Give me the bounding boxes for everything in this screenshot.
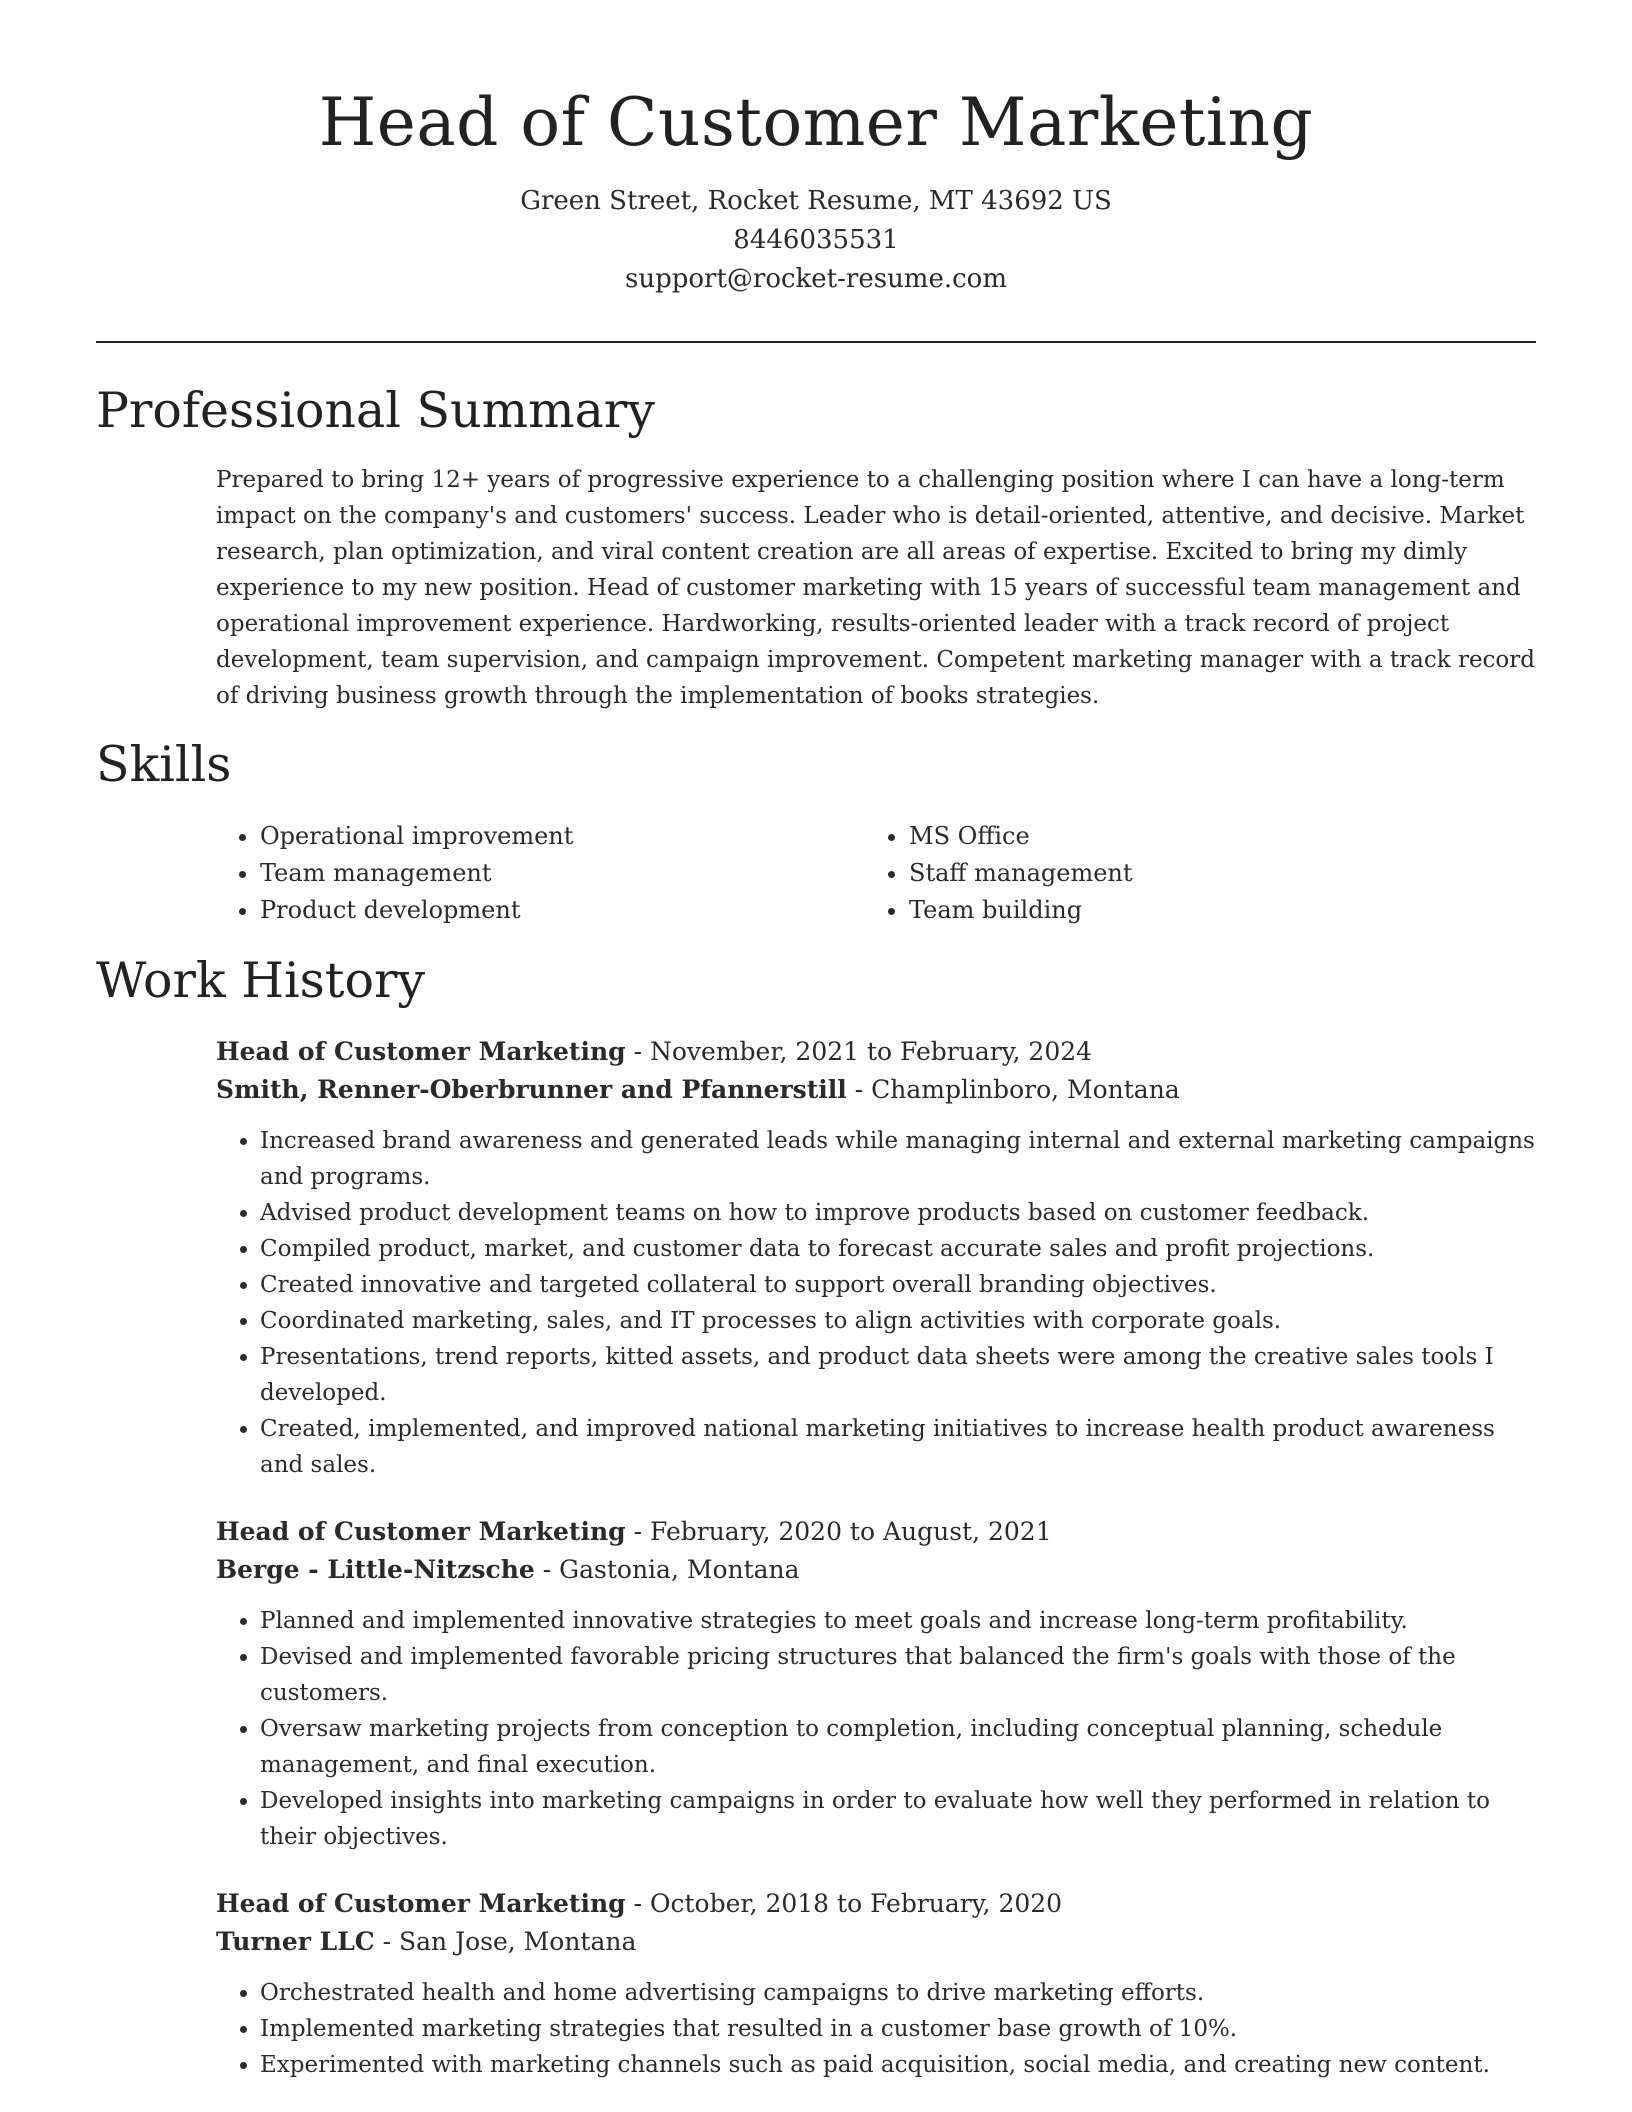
work-history-list: [216, 1033, 1538, 2112]
job-title-line: [216, 1513, 1538, 1551]
job-bullet: • Compiled product, market, and customer data to forecast accurate sales and profit projections.: [260, 1231, 1538, 1267]
job-dates: February, 2020 to August, 2021: [649, 1517, 1052, 1546]
contact-phone: 8446035531: [733, 225, 899, 255]
job-bullets: [216, 1603, 1538, 1855]
job-bullet: • Experimented with marketing channels such as paid acquisition, social media, and creating new content.: [260, 2047, 1538, 2083]
skill-item: • Operational improvement: [260, 818, 865, 855]
skill-item: • Staff management: [909, 855, 1514, 892]
job-bullets: [216, 1123, 1538, 1483]
job-bullet: • Increased brand awareness and generated leads while managing internal and external marketing campaigns and programs.: [260, 1123, 1538, 1195]
job-bullet: • Created, implemented, and improved national marketing initiatives to increase health product awareness and sales.: [260, 1411, 1538, 1483]
skill-item: • Product development: [260, 892, 865, 929]
job-bullet: • Coordinated marketing, sales, and IT processes to align activities with corporate goals.: [260, 1303, 1538, 1339]
job-title: Head of Customer Marketing: [216, 1517, 626, 1546]
skill-item: • MS Office: [909, 818, 1514, 855]
job-dates: October, 2018 to February, 2020: [649, 1889, 1063, 1918]
job-bullet: • Developed insights into marketing campaigns in order to evaluate how well they performed in relation to their objectives.: [260, 1783, 1538, 1855]
job-separator: -: [625, 1889, 650, 1918]
job-title: Head of Customer Marketing: [216, 1037, 626, 1066]
resume-header: [96, 82, 1536, 299]
job-company: Smith, Renner-Oberbrunner and Pfannerstill: [216, 1075, 847, 1104]
job-bullet: • Devised and implemented favorable pricing structures that balanced the firm's goals with those of the customers.: [260, 1639, 1538, 1711]
job-bullet: • Advised product development teams on how to improve products based on customer feedback.: [260, 1195, 1538, 1231]
job-entry: [216, 1885, 1538, 2083]
contact-email: support@rocket-resume.com: [624, 264, 1007, 294]
job-bullet: • Planned and implemented innovative strategies to meet goals and increase long-term profitability.: [260, 1603, 1538, 1639]
job-company: Berge - Little-Nitzsche: [216, 1555, 535, 1584]
job-company-line: [216, 1551, 1538, 1589]
contact-address: Green Street, Rocket Resume, MT 43692 US: [520, 186, 1112, 216]
summary-text: Prepared to bring 12+ years of progressive experience to a challenging position where I can have a long-term impact on the company's and customers' success. Leader who is detail-oriented, attentive, and decisive. Market research, plan optimization, and viral content creation are all areas of expertise. Excited to bring my dimly experience to my new position. Head of customer marketing with 15 years of successful team management and operational improvement experience. Hardworking, results-oriented leader with a track record of project development, team supervision, and campaign improvement. Competent marketing manager with a track record of driving business growth through the implementation of books strategies.: [216, 467, 1535, 709]
header-divider: [96, 341, 1536, 343]
summary-heading: Professional Summary: [96, 382, 655, 439]
job-separator: -: [846, 1075, 872, 1104]
job-bullets: [216, 1975, 1538, 2083]
job-location: Gastonia, Montana: [559, 1555, 800, 1584]
job-company-line: [216, 1071, 1538, 1109]
skills-column-left: [216, 818, 865, 929]
skill-item: • Team management: [260, 855, 865, 892]
job-separator: -: [625, 1037, 650, 1066]
job-location: Champlinboro, Montana: [871, 1075, 1180, 1104]
job-bullet: • Orchestrated health and home advertising campaigns to drive marketing efforts.: [260, 1975, 1538, 2011]
job-entry: [216, 1033, 1538, 1483]
skills-column-right: [865, 818, 1514, 929]
skill-item: • Team building: [909, 892, 1514, 929]
job-dates: November, 2021 to February, 2024: [649, 1037, 1093, 1066]
job-separator: -: [625, 1517, 650, 1546]
job-bullet: • Presentations, trend reports, kitted assets, and product data sheets were among the creative sales tools I developed.: [260, 1339, 1538, 1411]
job-separator: -: [374, 1927, 400, 1956]
job-company-line: [216, 1923, 1538, 1961]
job-bullet: • Created innovative and targeted collateral to support overall branding objectives.: [260, 1267, 1538, 1303]
job-title-line: [216, 1033, 1538, 1071]
work-history-heading: Work History: [96, 952, 426, 1009]
job-entry: [216, 1513, 1538, 1855]
skills-heading: Skills: [96, 736, 232, 793]
job-company: Turner LLC: [216, 1927, 375, 1956]
job-title-line: [216, 1885, 1538, 1923]
job-title: Head of Customer Marketing: [216, 1889, 626, 1918]
job-separator: -: [534, 1555, 560, 1584]
candidate-name: Head of Customer Marketing: [318, 84, 1314, 161]
skills-list: [216, 818, 1538, 929]
job-bullet: • Oversaw marketing projects from conception to completion, including conceptual planning, schedule management, and final execution.: [260, 1711, 1538, 1783]
job-bullet: • Implemented marketing strategies that resulted in a customer base growth of 10%.: [260, 2011, 1538, 2047]
job-location: San Jose, Montana: [399, 1927, 637, 1956]
